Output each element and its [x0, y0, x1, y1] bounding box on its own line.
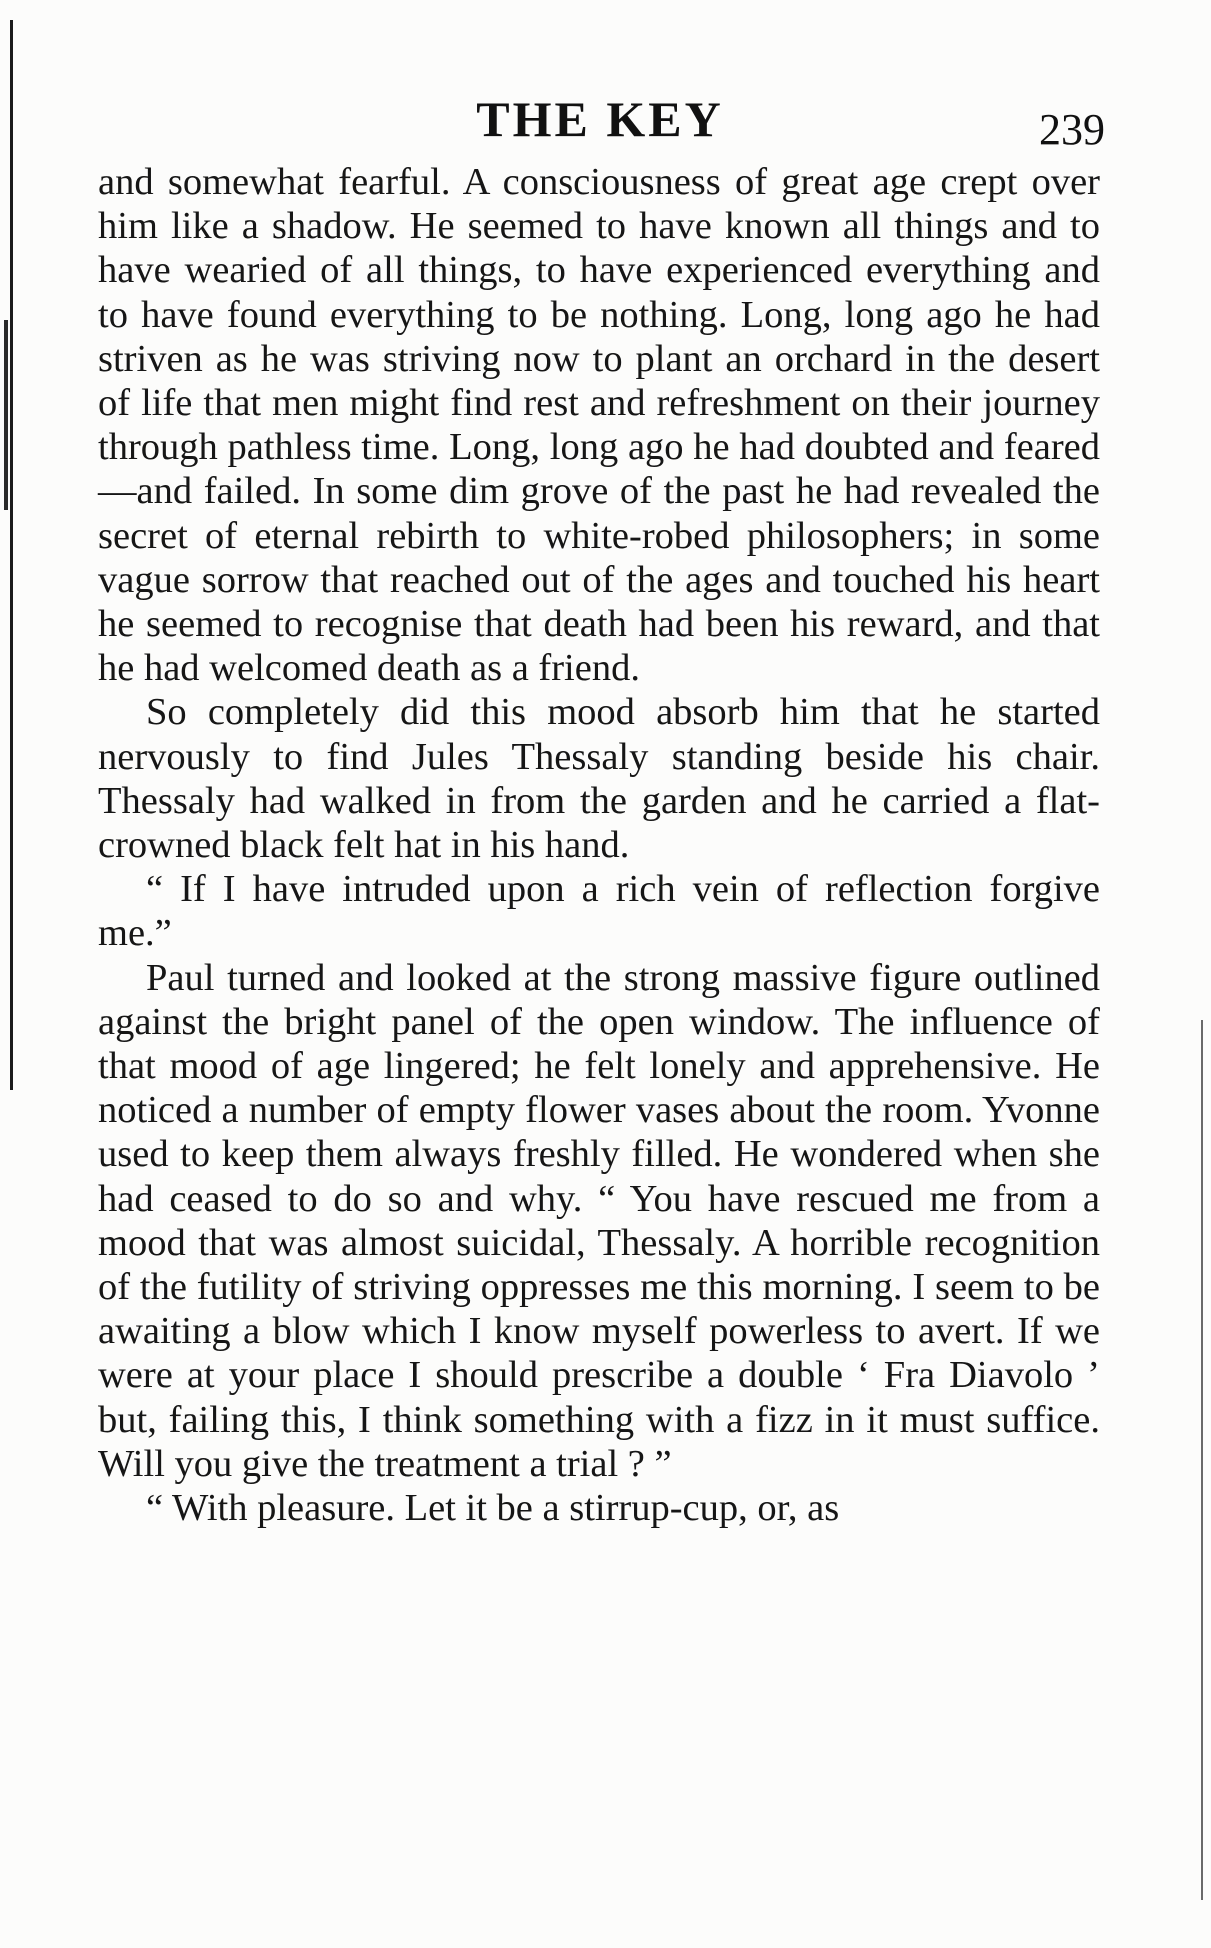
page-header: [95, 90, 1105, 160]
paragraph-3: “ If I have intruded upon a rich vein of reflection forgive me.”: [98, 868, 1100, 955]
binding-edge-mark: [4, 320, 8, 510]
running-title: THE KEY: [476, 91, 724, 147]
paragraph-5: “ With pleasure. Let it be a stirrup-cup, or, as: [146, 1487, 840, 1530]
page-edge-line: [1201, 1020, 1203, 1900]
paragraph-4: Paul turned and looked at the strong massive figure outlined against the bright panel of the open window. The influence of that mood of age lingered; he felt lonely and apprehensive. He noticed a number of empty flower vases about the room. Yvonne used to keep them always freshly filled. He wondered when she had ceased to do so and why. “ You have rescued me from a mood that was almost suicidal, Thessaly. A horrible recognition of the futility of striving oppresses me this morning. I seem to be awaiting a blow which I know myself powerless to avert. If we were at your place I should prescribe a double ‘ Fra Diavolo ’ but, failing this, I think something with a fizz in it must suffice. Will you give the treatment a trial ? ”: [98, 956, 1100, 1485]
binding-edge-line: [10, 20, 13, 1090]
body-text: [98, 160, 1100, 1530]
paragraph-1: and somewhat fearful. A consciousness of great age crept over him like a shadow. He seemed to have known all things and to have wearied of all things, to have experienced everything and to have found everything to be nothing. Long, long ago he had striven as he was striving now to plant an orchard in the desert of life that men might find rest and refreshment on their journey through pathless time. Long, long ago he had doubted and feared—and failed. In some dim grove of the past he had revealed the secret of eternal rebirth to white-robed philosophers; in some vague sorrow that reached out of the ages and touched his heart he seemed to recognise that death had been his reward, and that he had welcomed death as a friend.: [98, 161, 1100, 690]
paragraph-2: So completely did this mood absorb him that he started nervously to find Jules Thessaly standing beside his chair. Thessaly had walked in from the garden and he carried a flat-crowned black felt hat in his hand.: [98, 691, 1100, 867]
page-number: 239: [1039, 105, 1105, 154]
